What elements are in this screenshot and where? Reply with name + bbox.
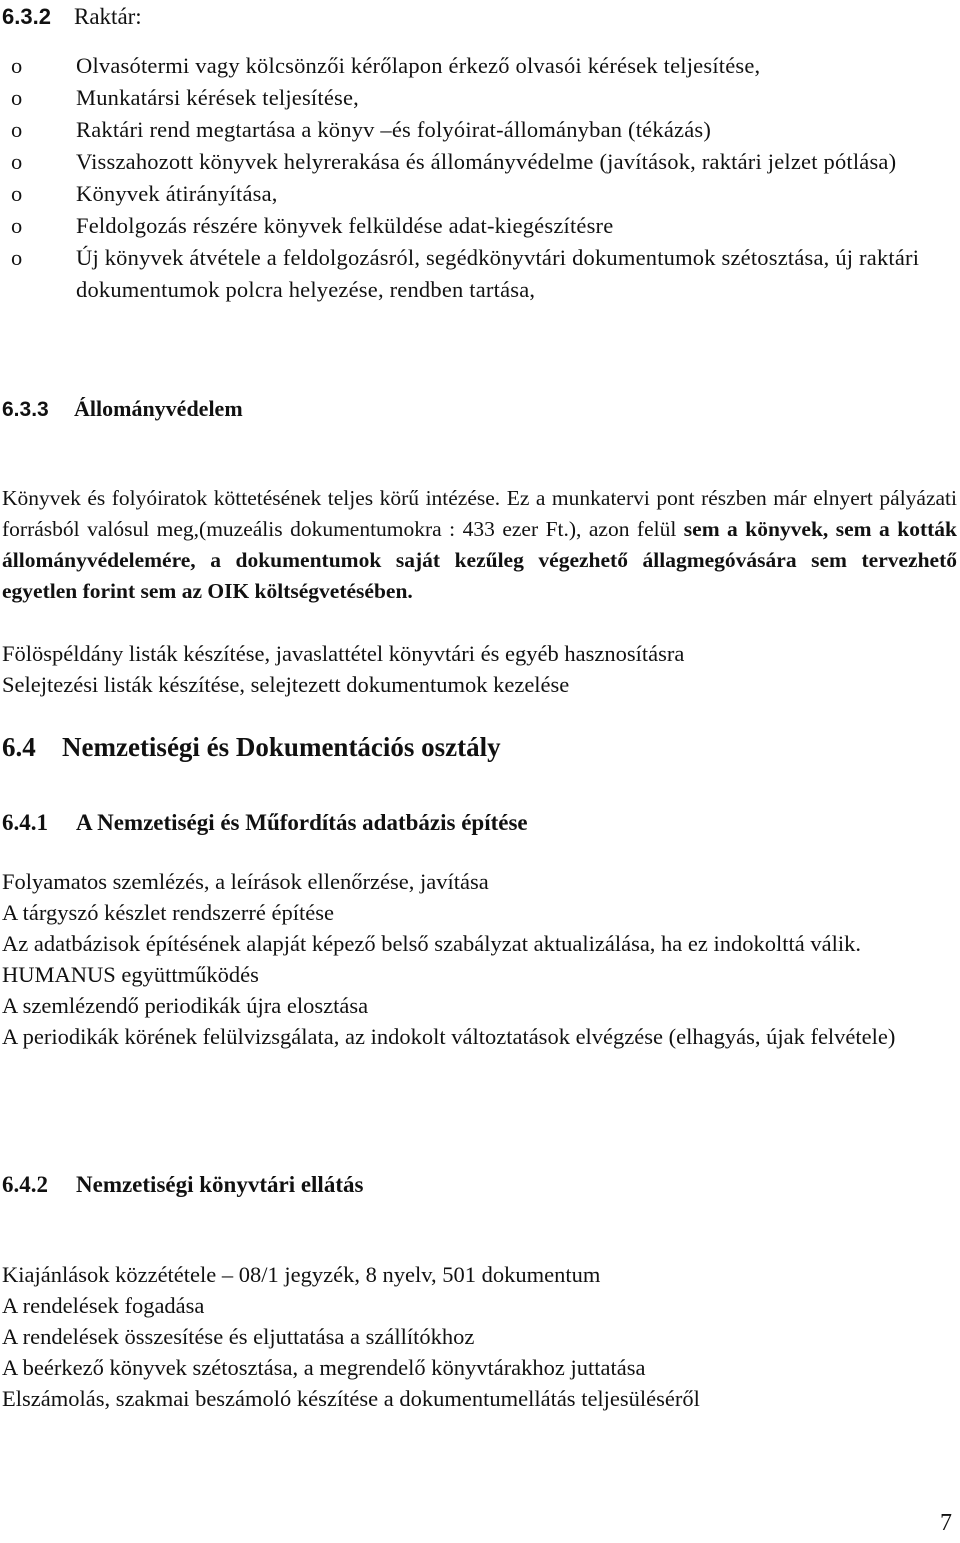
- list-item: Elszámolás, szakmai beszámoló készítése a dokumentumellátás teljesüléséről: [2, 1386, 700, 1411]
- list-item: o Új könyvek átvétele a feldolgozásról, segédkönyvtári dokumentumok szétosztása, új raktári dokumentumok polcra helyezése, rendben tartása,: [0, 242, 940, 306]
- bullet-marker: o: [11, 181, 23, 206]
- list-item: A rendelések fogadása: [2, 1293, 205, 1318]
- adatbazis-task-list: [2, 866, 952, 1052]
- list-item: o Könyvek átirányítása,: [0, 178, 940, 210]
- page-number: 7: [940, 1510, 952, 1536]
- list-item: A periodikák körének felülvizsgálata, az indokolt változtatások elvégzése (elhagyás, újak felvétele): [2, 1024, 896, 1049]
- heading-6-4-1: [2, 810, 528, 836]
- list-item: o Munkatársi kérések teljesítése,: [0, 82, 940, 114]
- heading-number: 6.4.2: [2, 1172, 48, 1197]
- heading-6-4-2: [2, 1172, 363, 1198]
- heading-6-3-3: [2, 396, 243, 422]
- bullet-marker: o: [11, 149, 23, 174]
- raktar-task-list: [0, 50, 940, 306]
- heading-title: A Nemzetiségi és Műfordítás adatbázis építése: [76, 810, 528, 835]
- list-item: Az adatbázisok építésének alapját képező belső szabályzat aktualizálása, ha ez indokolttá válik.: [2, 931, 861, 956]
- text-line: Selejtezési listák készítése, selejtezett dokumentumok kezelése: [2, 672, 570, 697]
- heading-title: Nemzetiségi és Dokumentációs osztály: [62, 732, 501, 762]
- list-item: A szemlézendő periodikák újra elosztása: [2, 993, 369, 1018]
- bullet-marker: o: [11, 245, 23, 270]
- list-item: HUMANUS együttműködés: [2, 962, 259, 987]
- heading-6-4: [2, 732, 501, 763]
- text-line: Fölöspéldány listák készítése, javaslattétel könyvtári és egyéb hasznosításra: [2, 641, 685, 666]
- allomanyvedelem-paragraph: Könyvek és folyóiratok köttetésének teljes körű intézése. Ez a munkatervi pont részben már elnyert pályázati forrásból valósul meg,(muzeális dokumentumokra : 433 ezer Ft.), azon felül sem a könyvek, sem a kották állományvédelemére, a dokumentumok saját kezűleg végezhető állagmegóvására sem tervezhető egyetlen forint sem az OIK költségvetésében.: [2, 486, 957, 603]
- bullet-marker: o: [11, 85, 23, 110]
- konyvtari-ellatas-list: [2, 1259, 952, 1414]
- heading-title: Állományvédelem: [74, 396, 243, 421]
- heading-title: Nemzetiségi könyvtári ellátás: [76, 1172, 364, 1197]
- heading-number: 6.4: [2, 732, 36, 762]
- list-item: o Visszahozott könyvek helyrerakása és állományvédelme (javítások, raktári jelzet pótlása): [0, 146, 940, 178]
- bullet-marker: o: [11, 213, 23, 238]
- heading-number: 6.3.2: [2, 4, 51, 29]
- list-item: A tárgyszó készlet rendszerré építése: [2, 900, 334, 925]
- heading-title: Raktár:: [74, 4, 142, 29]
- list-item: o Olvasótermi vagy kölcsönzői kérőlapon érkező olvasói kérések teljesítése,: [0, 50, 940, 82]
- list-item: Kiajánlások közzététele – 08/1 jegyzék, 8 nyelv, 501 dokumentum: [2, 1262, 601, 1287]
- heading-6-3-2: [2, 4, 142, 30]
- list-item: Folyamatos szemlézés, a leírások ellenőrzése, javítása: [2, 869, 489, 894]
- heading-number: 6.4.1: [2, 810, 48, 835]
- bullet-marker: o: [11, 117, 23, 142]
- list-item: A rendelések összesítése és eljuttatása a szállítókhoz: [2, 1324, 475, 1349]
- heading-number: 6.3.3: [2, 398, 49, 421]
- budget-warning: sem a könyvek, sem a kották állományvédelemére, a dokumentumok saját kezűleg végezhető állagmegóvására sem tervezhető egyetlen forint sem az OIK költségvetésében.: [2, 517, 957, 603]
- list-item: o Raktári rend megtartása a könyv –és folyóirat-állományban (tékázás): [0, 114, 940, 146]
- bullet-marker: o: [11, 53, 23, 78]
- list-item: A beérkező könyvek szétosztása, a megrendelő könyvtárakhoz juttatása: [2, 1355, 646, 1380]
- list-item: o Feldolgozás részére könyvek felküldése adat-kiegészítésre: [0, 210, 940, 242]
